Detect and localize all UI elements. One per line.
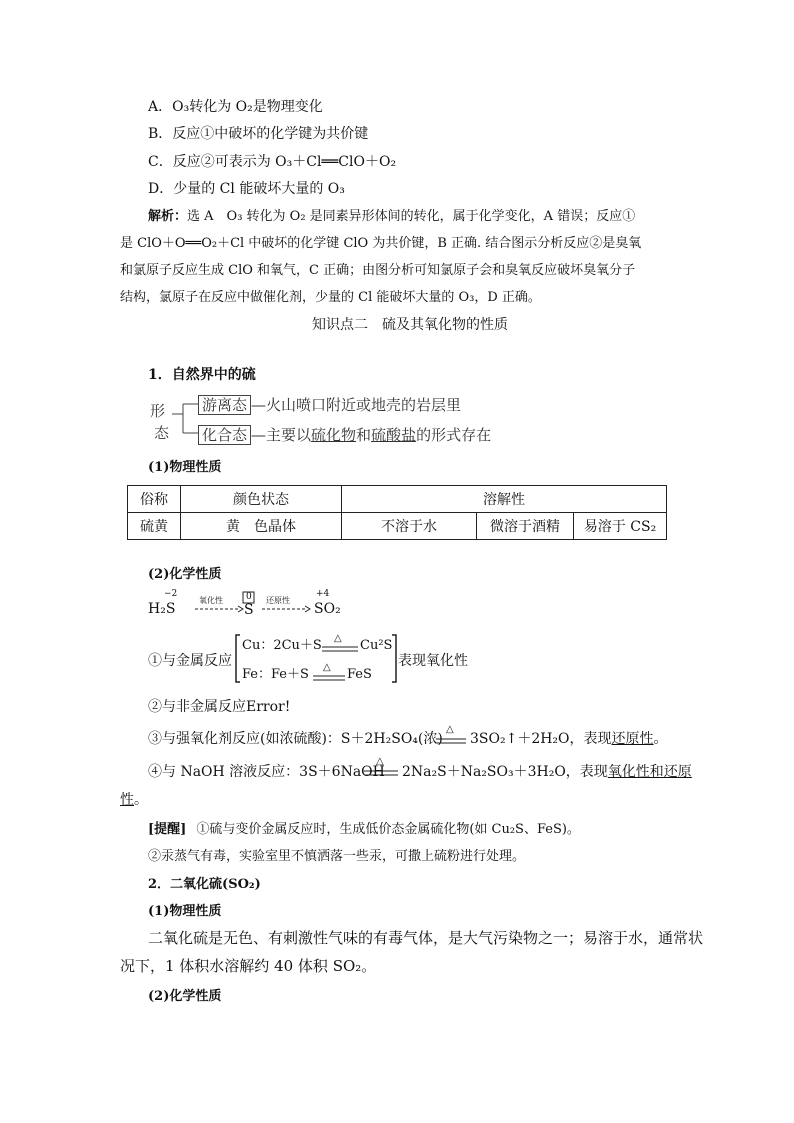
- naoh-part2: 2Na₂S＋Na₂SO₃＋3H₂O，表现氧化性和还原: [402, 764, 692, 780]
- free-state-box: 游离态: [198, 395, 251, 415]
- s-oxidation-state: 0: [246, 592, 252, 602]
- strong-oxidizer-part2: 3SO₂↑＋2H₂O，表现还原性。: [470, 731, 668, 747]
- section-title: 知识点二 硫及其氧化物的性质: [312, 317, 508, 333]
- tip-1: [提醒] ①硫与变价金属反应时，生成低价态金属硫化物(如 Cu₂S、FeS)。: [148, 822, 580, 837]
- so2-oxidation-state: +4: [316, 589, 330, 599]
- chain-h2s: H₂S: [148, 601, 176, 617]
- analysis-line-2: 是 ClO＋O══O₂＋Cl 中破坏的化学键 ClO 为共价键，B 正确. 结合图示分析反应②是臭氧: [120, 236, 642, 251]
- naoh-part1: ④与 NaOH 溶液反应：3S＋6NaOH: [148, 764, 385, 780]
- nonmetal-reaction: ②与非金属反应Error!: [148, 699, 291, 715]
- table-cell: 溶解性: [342, 486, 667, 513]
- heat-symbol-naoh: △: [376, 756, 384, 767]
- form-label-1: 形: [150, 402, 166, 420]
- heat-symbol-cu: △: [334, 633, 342, 644]
- option-d: D．少量的 Cl 能破坏大量的 O₃: [148, 181, 345, 197]
- heat-symbol-fe: △: [323, 662, 331, 673]
- tip-2: ②汞蒸气有毒，实验室里不慎洒落一些汞，可撒上硫粉进行处理。: [148, 849, 526, 864]
- heat-symbol-oxidizer: △: [446, 724, 454, 735]
- chain-so2: SO₂: [314, 601, 341, 617]
- metal-cu-equation: Cu：2Cu＋S: [242, 638, 322, 653]
- heading-chemical: (2)化学性质: [148, 567, 222, 582]
- metal-reaction-label: ①与金属反应: [148, 653, 232, 669]
- heading-so2-chemical: (2)化学性质: [148, 989, 222, 1004]
- option-c: C．反应②可表示为 O₃＋Cl══ClO＋O₂: [148, 154, 397, 170]
- option-a: A．O₃转化为 O₂是物理变化: [148, 99, 323, 115]
- chain-s: S: [244, 602, 254, 618]
- free-state-row: 游离态 —火山喷口附近或地壳的岩层里: [198, 395, 461, 415]
- table-cell: 不溶于水: [342, 513, 477, 540]
- strong-oxidizer-part1: ③与强氧化剂反应(如浓硫酸)：S＋2H₂SO₄(浓): [148, 731, 443, 747]
- analysis-line-1: 解析：选 A O₃ 转化为 O₂ 是同素异形体间的转化，属于化学变化，A 错误；反应①: [148, 209, 636, 224]
- table-cell: 微溶于酒精: [477, 513, 574, 540]
- analysis-line-3: 和氯原子反应生成 ClO 和氧气，C 正确；由图分析可知氯原子会和臭氧反应破坏臭氧分子: [120, 263, 636, 278]
- analysis-line-4: 结构，氯原子在反应中做催化剂，少量的 Cl 能破坏大量的 O₃，D 正确。: [120, 290, 541, 305]
- metal-cu-product: Cu²S: [360, 638, 393, 653]
- metal-result: 表现氧化性: [398, 653, 468, 669]
- combined-state-row: 化合态 —主要以硫化物和硫酸盐的形式存在: [198, 425, 491, 445]
- tip-label: [提醒]: [148, 822, 187, 837]
- heading-physical: (1)物理性质: [148, 460, 222, 475]
- table-cell: 硫黄: [128, 513, 181, 540]
- heading-so2-physical: (1)物理性质: [148, 904, 222, 919]
- form-label-2: 态: [154, 424, 170, 442]
- metal-fe-product: FeS: [347, 667, 372, 682]
- heading-so2: 2．二氧化硫(SO₂): [148, 877, 261, 892]
- naoh-part3: 性。: [120, 792, 148, 808]
- table-cell: 易溶于 CS₂: [574, 513, 667, 540]
- metal-fe-equation: Fe：Fe＋S: [242, 667, 309, 682]
- analysis-label: 解析：: [148, 209, 188, 224]
- so2-physical-line-1: 二氧化硫是无色、有刺激性气味的有毒气体，是大气污染物之一；易溶于水，通常状: [148, 929, 704, 947]
- so2-physical-line-2: 况下，1 体积水溶解约 40 体积 SO₂。: [120, 957, 377, 975]
- table-cell: 颜色状态: [181, 486, 342, 513]
- arrow1-label: 氧化性: [199, 596, 223, 605]
- arrow2-label: 还原性: [266, 596, 290, 605]
- table-cell: 俗称: [128, 486, 181, 513]
- option-b: B．反应①中破坏的化学键为共价键: [148, 126, 369, 142]
- combined-state-box: 化合态: [198, 425, 251, 445]
- h2s-oxidation-state: −2: [164, 589, 178, 599]
- table-cell: 黄 色晶体: [181, 513, 342, 540]
- heading-natural-sulfur: 1．自然界中的硫: [148, 367, 256, 383]
